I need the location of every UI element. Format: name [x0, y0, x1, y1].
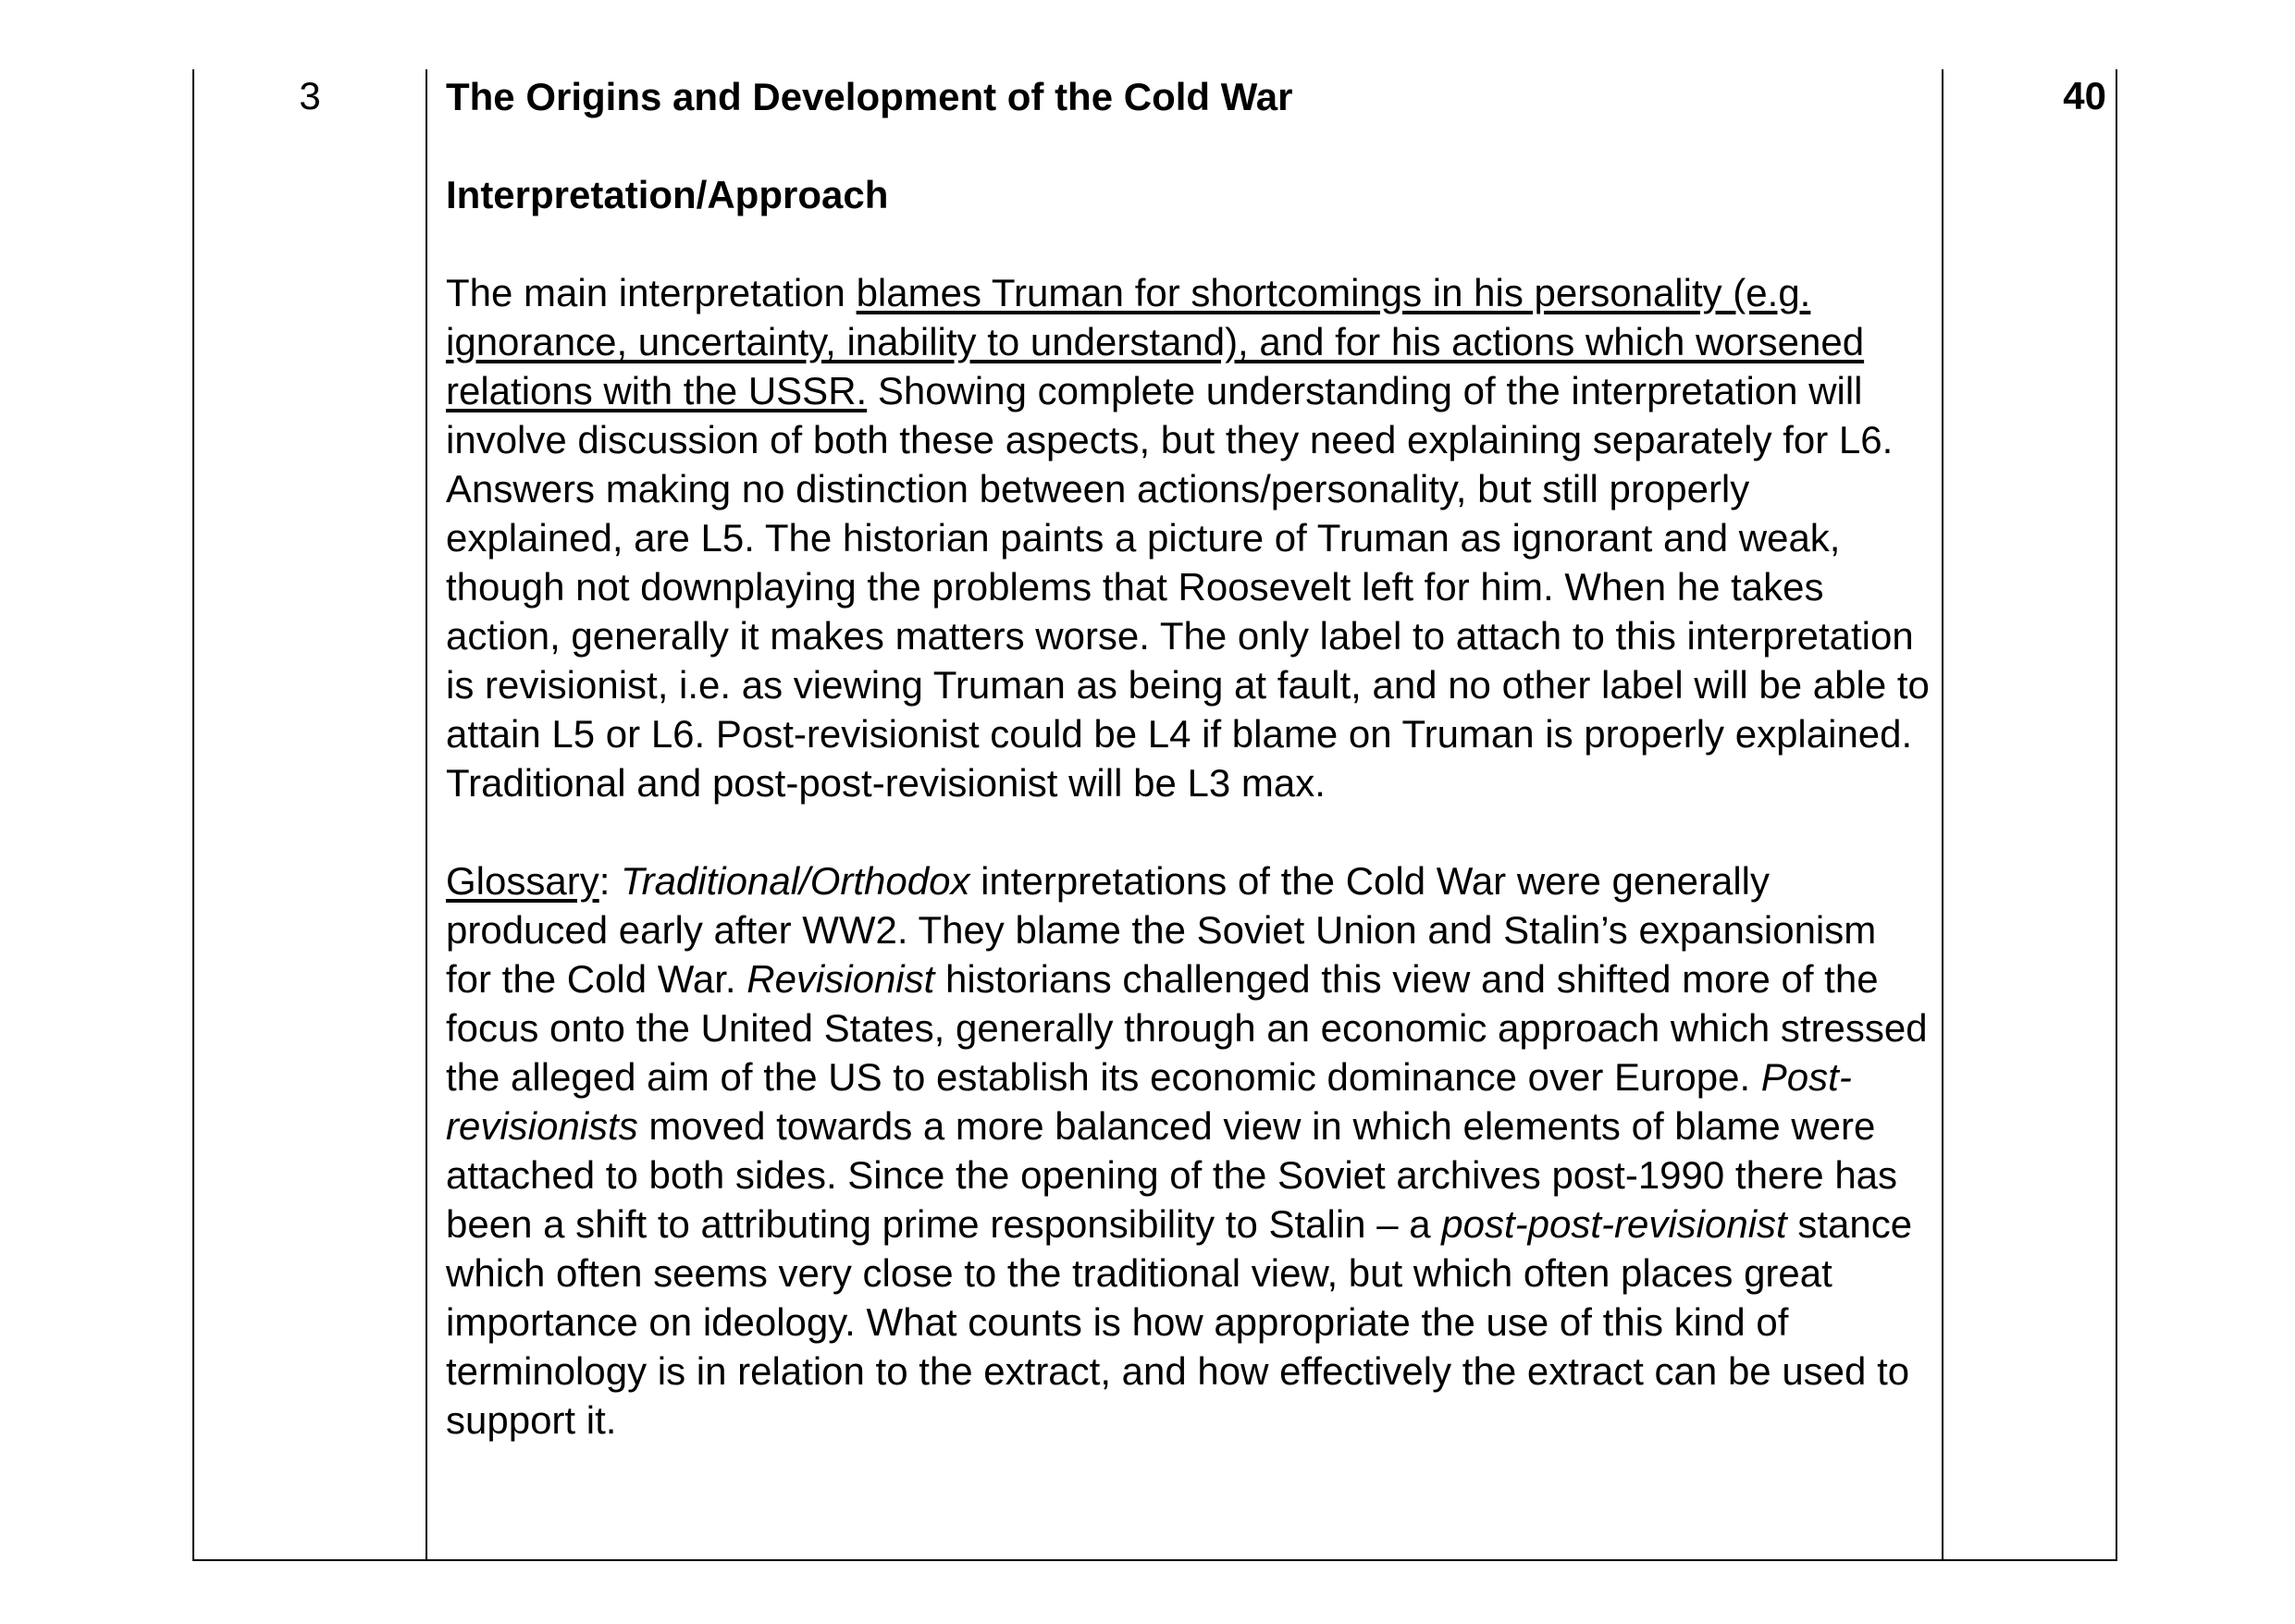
section-heading: Interpretation/Approach	[446, 173, 889, 216]
term-post-post-revisionist: post-post-revisionist	[1441, 1202, 1787, 1246]
interpretation-lead: The main interpretation	[446, 271, 857, 314]
question-title: The Origins and Development of the Cold War	[446, 75, 1293, 118]
glossary-text-2: historians challenged this view and shifted more of the focus onto the United States, generally through an economic approach which stressed the alleged aim of the US to establish its economic dominance over Europe.	[446, 957, 1928, 1099]
interpretation-rest: Showing complete understanding of the interpretation will involve discussion of both these aspects, but they need explaining separately for L6. Answers making no distinction between actions/personality, but still properly explained, are L5. The historian paints a picture of Truman as ignorant and weak, though not downplaying the problems that Roosevelt left for him. When he takes action, generally it makes matters worse. The only label to attach to this interpretation is revisionist, i.e. as viewing Truman as being at fault, and no other label will be able to attain L5 or L6. Post-revisionist could be L4 if blame on Truman is properly explained. Traditional and post-post-revisionist will be L3 max.	[446, 369, 1930, 805]
column-divider	[1942, 69, 1943, 1559]
glossary-text-3: moved towards a more balanced view in which elements of blame were attached to both sides. Since the opening of the Soviet archives post-1990 there has been a shift to attributing prime responsibility to Stalin – a	[446, 1104, 1898, 1246]
interpretation-underlined: blames Truman for shortcomings in his personality (e.g. ignorance, uncertainty, inability to understand), and for his actions which worsened relations with the USSR.	[446, 271, 1865, 412]
term-traditional: Traditional/Orthodox	[621, 859, 970, 903]
glossary-text-4: stance which often seems very close to the traditional view, but which often places great importance on ideology. What counts is how appropriate the use of this kind of terminology is in relation to the extract, and how effectively the extract can be used to support it.	[446, 1202, 1913, 1442]
term-revisionist: Revisionist	[746, 957, 935, 1001]
question-number: 3	[299, 74, 321, 117]
glossary-text-1: interpretations of the Cold War were generally produced early after WW2. They blame the Soviet Union and Stalin’s expansionism for the Cold War.	[446, 859, 1877, 1001]
column-divider	[426, 69, 427, 1559]
glossary-paragraph	[446, 856, 1931, 1445]
glossary-colon: :	[598, 859, 622, 903]
answer-guidance	[446, 72, 1931, 1445]
marks-value: 40	[2063, 74, 2106, 117]
interpretation-paragraph	[446, 268, 1931, 807]
term-post-revisionists: Post-revisionists	[446, 1055, 1852, 1148]
glossary-label: Glossary	[446, 859, 599, 903]
mark-scheme-row	[192, 69, 2117, 1561]
